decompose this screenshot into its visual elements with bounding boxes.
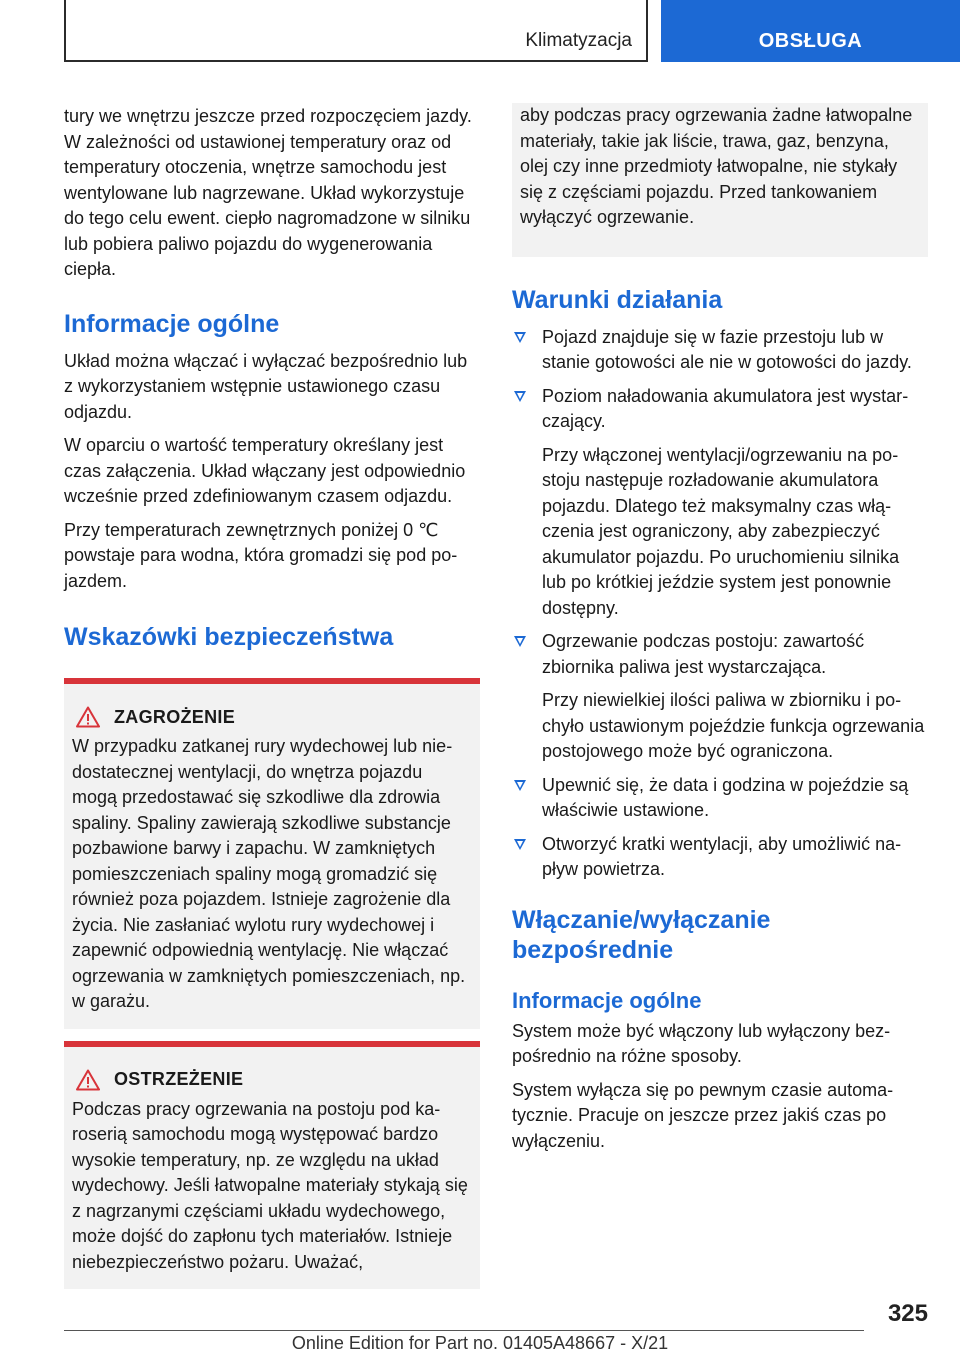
bullet-triangle-icon [514,391,526,402]
warning-title: OSTRZEŻENIE [114,1069,244,1089]
section-title: Klimatyzacja [525,30,632,51]
danger-title-row [72,706,472,728]
condition-text: Otworzyć kratki wentylacji, aby umożliwić napływ powietrza. [542,833,902,879]
condition-extra: Przy niewielkiej ilości paliwa w zbiorniku i pochyło ustawionym pojeździe funkcja ogrzewania postojowego może być ograniczona. [542,690,925,761]
bullet-triangle-icon [514,780,526,791]
condition-text: Poziom naładowania akumulatora jest wystarczający. [542,385,909,431]
warning-box [64,1041,480,1290]
left-column [64,104,480,1289]
footer-edition: Online Edition for Part no. 01405A48667 - X/21 [291,1333,669,1353]
warning-continuation-box [512,103,928,257]
safety-heading: Wskazówki bezpieczeństwa [64,623,394,651]
general-paragraph-1: Układ można włączać i wyłączać bezpośrednio lub z wykorzystaniem wstępnie ustawionego czasu odjazdu. [64,350,468,422]
conditions-heading: Warunki działania [512,285,723,314]
warning-title-row [72,1069,472,1091]
onoff-heading: Włączanie/wyłączanie bezpośrednie [512,905,771,964]
warning-triangle-icon [76,1069,100,1091]
condition-text: Pojazd znajduje się w fazie przestoju lub w stanie gotowości ale nie w gotowości do jazdy. [542,326,912,372]
footer-divider [64,1330,864,1331]
condition-extra: Przy włączonej wentylacji/ogrzewaniu na postoju następuje rozładowanie akumulatora pojazdu. Dlatego też maksymalny czas włączenia jest ograniczony, aby zabezpieczyć akumulator pojazdu. Po uruchomieniu silnika lub po krótkiej jeździe system jest ponownie dostępny. [542,444,900,618]
warning-triangle-icon [76,706,100,728]
bullet-triangle-icon [514,636,526,647]
chapter-tab[interactable]: OBSŁUGA [661,0,960,62]
warning-text: Podczas pracy ogrzewania na postoju pod karoserią samochodu mogą występować bardzo wysokie temperatury, np. ze względu na układ wydechowy. Jeśli łatwopalne materiały stykają się z nagrzanymi częściami układu wydechowego, może dojść do zapłonu tych materiałów. Istnieje niebezpieczeństwo pożaru. Uważać, [72,1098,468,1272]
onoff-paragraph-2: System wyłącza się po pewnym czasie automatycznie. Pracuje on jeszcze przez jakiś czas po wyłączeniu. [512,1079,894,1151]
onoff-paragraph-1: System może być włączony lub wyłączony bezpośrednio na różne sposoby. [512,1020,891,1066]
danger-text: W przypadku zatkanej rury wydechowej lub niedostatecznej wentylacji, do wnętrza pojazdu mogą przedostawać się szkodliwe dla zdrowia spaliny. Spaliny zawierają szkodliwe substancje pozbawione barwy i zapachu. W zamkniętych pomieszczeniach spaliny mogą gromadzić się również poza pojazdem. Istnieje zagrożenie dla życia. Nie zasłaniać wylotu rury wydechowej i zapewnić odpowiednią wentylację. Nie włączać ogrzewania w zamkniętych pomieszczeniach, np. w garażu. [72,736,466,1011]
danger-title: ZAGROŻENIE [114,706,236,727]
condition-text: Ogrzewanie podczas postoju: zawartość zbiornika paliwa jest wystarczająca. [542,631,865,677]
general-paragraph-3: Przy temperaturach zewnętrznych poniżej 0 ℃ powstaje para wodna, która gromadzi się pod pojazdem. [64,519,458,591]
list-item [512,384,928,622]
danger-box [64,678,480,1029]
page-number: 325 [887,1300,928,1327]
right-column [512,104,928,1162]
general-paragraph-2: W oparciu o wartość temperatury określany jest czas załączenia. Układ włączany jest odpowiednio wcześnie przed zdefiniowanym czasem odjazdu. [64,435,466,506]
warning-continuation-text: aby podczas pracy ogrzewania żadne łatwopalne materiały, takie jak liście, trawa, gaz, benzyna, olej czy inne przedmioty łatwopalne, nie stykały się z częściami pojazdu. Przed tankowaniem wyłączyć ogrzewanie. [520,105,913,227]
list-item [512,629,928,765]
bullet-triangle-icon [514,839,526,850]
list-item [512,773,928,824]
onoff-subheading: Informacje ogólne [512,987,702,1013]
general-info-heading: Informacje ogólne [64,309,280,338]
intro-paragraph: tury we wnętrzu jeszcze przed rozpoczęciem jazdy. W zależności od ustawionej temperatury oraz od temperatury otoczenia, wnętrze samochodu jest wentylowane lub nagrzewane. Układ wykorzystuje do tego celu ewent. ciepło nagromadzone w silniku lub pobiera paliwo pojazdu do wygenerowania ciepła. [64,106,472,279]
condition-text: Upewnić się, że data i godzina w pojeździe są właściwie ustawione. [542,774,909,820]
conditions-list [512,325,928,883]
header-frame [64,0,648,62]
bullet-triangle-icon [514,332,526,343]
list-item [512,325,928,376]
list-item [512,832,928,883]
